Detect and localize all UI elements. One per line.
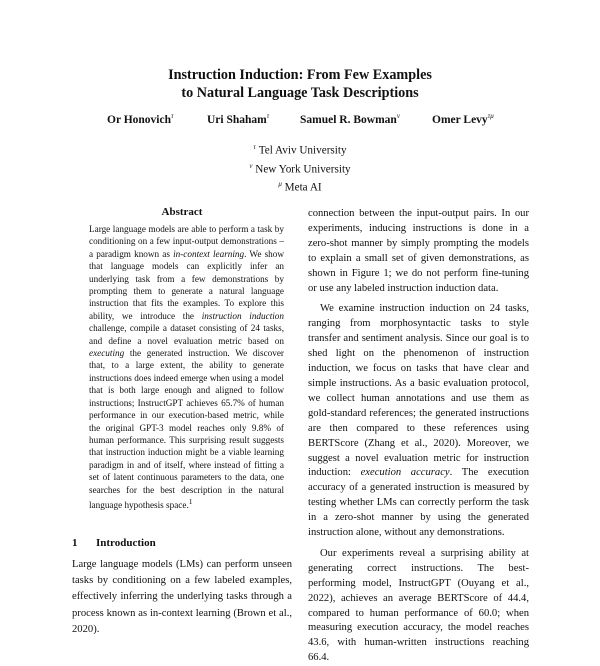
- paper-title: [0, 66, 600, 102]
- affiliation-name: Tel Aviv University: [258, 144, 347, 157]
- abstract-emphasis: executing: [89, 348, 125, 359]
- author-mark: ν: [396, 112, 400, 120]
- introduction-text: Large language models (LMs) can perform unseen tasks by conditioning on a few labeled examples, effectively inferring the underlying tasks through a process known as in-context learning (Brown et al., 2020).: [72, 559, 292, 635]
- affiliation-mark: μ: [278, 180, 282, 189]
- affiliation: [0, 140, 600, 159]
- abstract-text: challenge, compile a dataset consisting of 24 tasks, and define a novel evaluation metric based on: [89, 323, 284, 346]
- author-mark: τ: [266, 112, 270, 120]
- author-name: Samuel R. Bowman: [300, 113, 397, 126]
- author: [432, 112, 494, 126]
- section-number: 1: [72, 537, 78, 549]
- abstract-heading: Abstract: [161, 206, 203, 218]
- author-name: Or Honovich: [107, 113, 172, 126]
- affiliation: [0, 177, 600, 196]
- author-name: Uri Shaham: [207, 113, 267, 126]
- author-list: [0, 112, 600, 130]
- affiliation-mark: τ: [253, 143, 256, 151]
- abstract-body: [89, 223, 284, 511]
- paragraph: [308, 302, 529, 541]
- author-mark: τμ: [487, 112, 494, 120]
- author: [207, 112, 269, 126]
- affiliation-list: [0, 140, 600, 196]
- affiliation-name: New York University: [255, 163, 351, 176]
- affiliation-mark: ν: [249, 161, 253, 170]
- affiliation-name: Meta AI: [284, 182, 322, 195]
- author: [107, 112, 174, 126]
- paragraph-text: We examine instruction induction on 24 tasks, ranging from morphosyntactic tasks to style transfer and sentiment analysis. Since our goal is to shed light on the phenomenon of instruction induction, we focus on tasks that have clear and simple instructions. As a basic evaluation protocol, we collect human annotations and use them as gold-standard references; the generated instructions are then compared to these references using BERTScore (Zhang et al., 2020). Moreover, we suggest a novel evaluation metric for instruction induction:: [308, 303, 529, 479]
- title-line-1: Instruction Induction: From Few Examples: [168, 67, 432, 83]
- author-name: Omer Levy: [432, 113, 488, 126]
- right-column: [308, 207, 529, 666]
- abstract-text: . We show that language models can explicitly infer an underlying task from a few demonstrations by prompting them to generate a natural language instruction that fits the examples. To explore this ability, we introduce the: [89, 248, 284, 321]
- section-heading-introduction: [72, 537, 156, 549]
- abstract-text: the generated instruction. We discover that, to a large extent, the ability to generate instructions does indeed emerge when using a model that is both large enough and aligned to follow instructions; InstructGPT achieves 65.7% of human performance in our execution-based metric, while the original GPT-3 model reaches only 9.8% of human performance. This surprising result suggests that instruction induction might be a viable learning paradigm in and of itself, where instead of fitting a set of latent continuous parameters to the data, one searches for the best description in the natural language hypothesis space.: [89, 348, 284, 510]
- paragraph: Our experiments reveal a surprising ability at generating correct instructions. The best-performing model, InstructGPT (Ouyang et al., 2022), achieves an average BERTScore of 44.4, compared to human performance of 60.0; when measuring execution accuracy, the model reaches 43.6, with human-written instructions reaching 66.4.: [308, 547, 529, 664]
- paragraph-emphasis: execution accuracy: [360, 467, 450, 479]
- abstract-text: Large language models are able to perform a task by conditioning on a few input-output demonstrations – a paradigm known as: [89, 224, 284, 259]
- abstract-emphasis: instruction induction: [201, 310, 284, 321]
- author-mark: τ: [171, 112, 174, 120]
- title-line-2: to Natural Language Task Descriptions: [181, 85, 419, 101]
- footnote-marker: 1: [188, 496, 193, 506]
- paragraph-text: . The execution accuracy of a generated instruction is measured by testing whether LMs can correctly perform the task in a zero-shot manner by using the generated instruction alone, without any demonstrations.: [308, 467, 530, 539]
- section-title: Introduction: [96, 537, 156, 549]
- affiliation: [0, 159, 600, 178]
- paragraph: connection between the input-output pairs. In our experiments, inducing instructions is done in a zero-shot manner by simply prompting the models to explain a small set of given demonstrations, as shown in Figure 1; we do not perform fine-tuning or use any labeled instruction induction data.: [308, 208, 529, 294]
- abstract-emphasis: in-context learning: [173, 248, 245, 259]
- author: [300, 112, 400, 126]
